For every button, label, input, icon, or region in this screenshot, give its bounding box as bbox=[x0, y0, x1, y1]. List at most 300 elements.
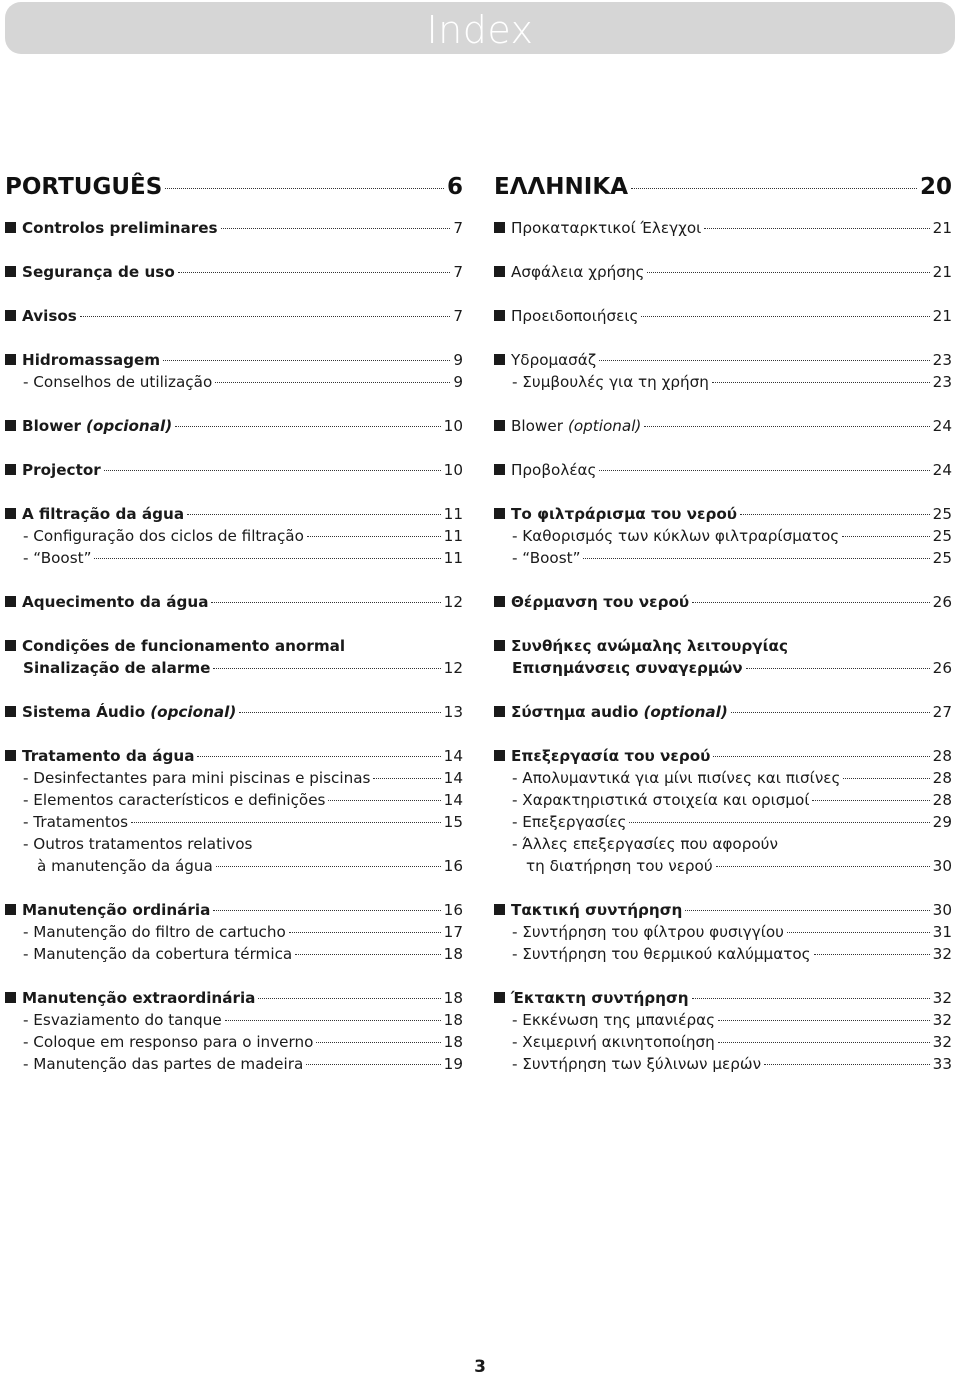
heading-title: ΕΛΛΗΝΙΚΑ bbox=[494, 174, 628, 200]
toc-entry[interactable] bbox=[5, 217, 463, 239]
entry-page: 24 bbox=[932, 461, 952, 479]
entry-title: Έκτακτη συντήρηση bbox=[511, 989, 689, 1007]
entry-page: 21 bbox=[932, 219, 952, 237]
section-gap bbox=[494, 437, 952, 459]
leader-dots bbox=[842, 536, 929, 537]
entry-page: 12 bbox=[443, 659, 463, 677]
entry-title: - Desinfectantes para mini piscinas e piscinas bbox=[23, 769, 371, 787]
leader-dots bbox=[631, 188, 917, 189]
leader-dots bbox=[163, 360, 450, 361]
leader-dots bbox=[787, 932, 930, 933]
square-bullet-icon bbox=[5, 420, 16, 431]
toc-subentry[interactable] bbox=[5, 811, 463, 833]
toc-entry[interactable] bbox=[5, 349, 463, 371]
toc-section bbox=[5, 503, 463, 569]
leader-dots bbox=[211, 602, 440, 603]
leader-dots bbox=[216, 866, 441, 867]
toc-section bbox=[494, 899, 952, 965]
toc-subentry[interactable] bbox=[494, 789, 952, 811]
section-gap bbox=[494, 327, 952, 349]
entry-title: A filtração da água bbox=[22, 505, 185, 523]
toc-section bbox=[5, 415, 463, 437]
entry-title: - Συντήρηση του θερμικού καλύμματος bbox=[512, 945, 811, 963]
square-bullet-icon bbox=[5, 640, 16, 651]
leader-dots bbox=[80, 316, 450, 317]
entry-page: 24 bbox=[932, 417, 952, 435]
entry-title: Τακτική συντήρηση bbox=[511, 901, 683, 919]
toc-entry[interactable] bbox=[494, 217, 952, 239]
entry-title: - Συντήρηση των ξύλινων μερών bbox=[512, 1055, 762, 1073]
section-gap bbox=[494, 481, 952, 503]
entry-page: 15 bbox=[443, 813, 463, 831]
toc-subentry[interactable] bbox=[494, 1031, 952, 1053]
entry-title: Ασφάλεια χρήσης bbox=[511, 263, 645, 281]
toc-subentry[interactable] bbox=[5, 525, 463, 547]
leader-dots bbox=[647, 272, 929, 273]
entry-title: Projector bbox=[22, 461, 101, 479]
entry-page: 16 bbox=[443, 901, 463, 919]
entry-title: Σύστημα audio bbox=[511, 703, 639, 721]
leader-dots bbox=[213, 910, 440, 911]
square-bullet-icon bbox=[494, 706, 505, 717]
heading-page: 20 bbox=[919, 174, 952, 200]
square-bullet-icon bbox=[5, 310, 16, 321]
square-bullet-icon bbox=[5, 464, 16, 475]
square-bullet-icon bbox=[5, 750, 16, 761]
leader-dots bbox=[812, 800, 929, 801]
leader-dots bbox=[692, 998, 930, 999]
entry-page: 26 bbox=[932, 659, 952, 677]
toc-subentry[interactable] bbox=[494, 525, 952, 547]
square-bullet-icon bbox=[494, 904, 505, 915]
greek-index-column bbox=[494, 174, 952, 1075]
leader-dots bbox=[731, 712, 930, 713]
toc-entry[interactable] bbox=[494, 305, 952, 327]
toc-entry[interactable] bbox=[494, 503, 952, 525]
square-bullet-icon bbox=[494, 596, 505, 607]
entry-title: Blower bbox=[22, 417, 82, 435]
toc-subentry[interactable] bbox=[5, 943, 463, 965]
toc-section bbox=[494, 701, 952, 723]
toc-entry[interactable] bbox=[494, 591, 952, 613]
leader-dots bbox=[599, 470, 929, 471]
entry-title: - Manutenção do filtro de cartucho bbox=[23, 923, 286, 941]
entry-page: 7 bbox=[453, 219, 463, 237]
entry-title: Controlos preliminares bbox=[22, 219, 218, 237]
toc-subentry[interactable] bbox=[494, 547, 952, 569]
greek-heading[interactable] bbox=[494, 174, 952, 204]
leader-dots bbox=[306, 1064, 440, 1065]
entry-title: Blower bbox=[511, 417, 563, 435]
entry-title: - “Boost” bbox=[512, 549, 581, 567]
entry-title: - Συμβουλές για τη χρήση bbox=[512, 373, 709, 391]
toc-entry[interactable] bbox=[494, 745, 952, 767]
entry-page: 28 bbox=[932, 747, 952, 765]
leader-dots bbox=[713, 756, 929, 757]
entry-page: 11 bbox=[443, 527, 463, 545]
leader-dots bbox=[692, 602, 930, 603]
toc-section bbox=[5, 349, 463, 393]
leader-dots bbox=[165, 188, 444, 189]
section-gap bbox=[5, 877, 463, 899]
entry-title: - Elementos característicos e definições bbox=[23, 791, 326, 809]
square-bullet-icon bbox=[5, 904, 16, 915]
entry-page: 18 bbox=[443, 945, 463, 963]
toc-entry[interactable] bbox=[5, 261, 463, 283]
entry-page: 7 bbox=[453, 263, 463, 281]
heading-page: 6 bbox=[446, 174, 463, 200]
toc-entry[interactable] bbox=[494, 459, 952, 481]
toc-subentry[interactable] bbox=[494, 811, 952, 833]
leader-dots bbox=[712, 382, 930, 383]
section-gap bbox=[5, 723, 463, 745]
toc-entry[interactable] bbox=[494, 987, 952, 1009]
toc-subentry[interactable] bbox=[5, 833, 463, 855]
entry-page: 33 bbox=[932, 1055, 952, 1073]
entry-title: Υδρομασάζ bbox=[511, 351, 597, 369]
leader-dots bbox=[215, 382, 450, 383]
entry-title: - Συντήρηση του φίλτρου φυσιγγίου bbox=[512, 923, 784, 941]
section-gap bbox=[5, 613, 463, 635]
toc-subentry[interactable] bbox=[5, 1009, 463, 1031]
entry-page: 14 bbox=[443, 791, 463, 809]
toc-entry[interactable] bbox=[494, 657, 952, 679]
square-bullet-icon bbox=[494, 750, 505, 761]
leader-dots bbox=[641, 316, 929, 317]
section-gap bbox=[5, 437, 463, 459]
entry-title: - Χαρακτηριστικά στοιχεία και ορισμοί bbox=[512, 791, 810, 809]
leader-dots bbox=[239, 712, 440, 713]
leader-dots bbox=[94, 558, 440, 559]
square-bullet-icon bbox=[494, 420, 505, 431]
toc-section bbox=[5, 635, 463, 679]
toc-entry[interactable] bbox=[494, 261, 952, 283]
leader-dots bbox=[716, 866, 930, 867]
entry-page: 29 bbox=[932, 813, 952, 831]
entry-page: 10 bbox=[443, 417, 463, 435]
toc-subentry[interactable] bbox=[5, 1031, 463, 1053]
toc-section bbox=[494, 987, 952, 1075]
square-bullet-icon bbox=[494, 508, 505, 519]
square-bullet-icon bbox=[494, 640, 505, 651]
entry-title: - Χειμερινή ακινητοποίηση bbox=[512, 1033, 715, 1051]
entry-title: - Tratamentos bbox=[23, 813, 129, 831]
toc-section bbox=[494, 415, 952, 437]
leader-dots bbox=[187, 514, 441, 515]
toc-entry[interactable] bbox=[5, 415, 463, 437]
toc-entry[interactable] bbox=[494, 349, 952, 371]
section-gap bbox=[5, 569, 463, 591]
toc-entry[interactable] bbox=[494, 635, 952, 657]
toc-entry[interactable] bbox=[494, 415, 952, 437]
portuguese-sections bbox=[5, 217, 463, 1075]
toc-subentry[interactable] bbox=[5, 921, 463, 943]
leader-dots bbox=[197, 756, 440, 757]
entry-page: 32 bbox=[932, 989, 952, 1007]
entry-page: 21 bbox=[932, 263, 952, 281]
entry-title: Sinalização de alarme bbox=[23, 659, 211, 677]
page-number: 3 bbox=[474, 1357, 486, 1377]
portuguese-index-column bbox=[5, 174, 463, 1075]
entry-page: 21 bbox=[932, 307, 952, 325]
entry-page: 7 bbox=[453, 307, 463, 325]
entry-page: 12 bbox=[443, 593, 463, 611]
section-gap bbox=[494, 965, 952, 987]
toc-section bbox=[494, 349, 952, 393]
entry-page: 28 bbox=[932, 791, 952, 809]
index-banner bbox=[5, 2, 955, 54]
toc-entry[interactable] bbox=[5, 305, 463, 327]
entry-page: 9 bbox=[453, 373, 463, 391]
leader-dots bbox=[644, 426, 929, 427]
square-bullet-icon bbox=[494, 464, 505, 475]
leader-dots bbox=[328, 800, 440, 801]
toc-entry[interactable] bbox=[5, 503, 463, 525]
square-bullet-icon bbox=[494, 310, 505, 321]
leader-dots bbox=[764, 1064, 930, 1065]
entry-title: - Outros tratamentos relativos bbox=[23, 835, 253, 853]
toc-section bbox=[494, 217, 952, 239]
leader-dots bbox=[718, 1042, 930, 1043]
entry-title: Επεξεργασία του νερού bbox=[511, 747, 711, 765]
toc-section bbox=[5, 305, 463, 327]
leader-dots bbox=[685, 910, 929, 911]
toc-section bbox=[5, 459, 463, 481]
toc-section bbox=[494, 261, 952, 283]
leader-dots bbox=[316, 1042, 440, 1043]
toc-subentry[interactable] bbox=[5, 547, 463, 569]
toc-subentry[interactable] bbox=[494, 855, 952, 877]
square-bullet-icon bbox=[494, 354, 505, 365]
page-title: Index bbox=[426, 8, 534, 52]
entry-title: - Απολυμαντικά για μίνι πισίνες και πισίνες bbox=[512, 769, 841, 787]
entry-page: 25 bbox=[932, 549, 952, 567]
square-bullet-icon bbox=[494, 222, 505, 233]
toc-section bbox=[494, 503, 952, 569]
square-bullet-icon bbox=[5, 222, 16, 233]
square-bullet-icon bbox=[494, 992, 505, 1003]
leader-dots bbox=[221, 228, 451, 229]
toc-section bbox=[494, 459, 952, 481]
entry-page: 14 bbox=[443, 747, 463, 765]
entry-page: 11 bbox=[443, 505, 463, 523]
entry-page: 25 bbox=[932, 505, 952, 523]
toc-subentry[interactable] bbox=[5, 789, 463, 811]
toc-subentry[interactable] bbox=[494, 1009, 952, 1031]
section-gap bbox=[494, 679, 952, 701]
entry-page: 10 bbox=[443, 461, 463, 479]
leader-dots bbox=[104, 470, 441, 471]
section-gap bbox=[5, 239, 463, 261]
leader-dots bbox=[843, 778, 929, 779]
leader-dots bbox=[258, 998, 440, 999]
square-bullet-icon bbox=[5, 354, 16, 365]
section-gap bbox=[494, 877, 952, 899]
entry-page: 14 bbox=[443, 769, 463, 787]
entry-suffix: (optional) bbox=[643, 703, 728, 721]
entry-title: - Εκκένωση της μπανιέρας bbox=[512, 1011, 716, 1029]
entry-title: Θέρμανση του νερού bbox=[511, 593, 690, 611]
entry-title: - Esvaziamento do tanque bbox=[23, 1011, 222, 1029]
entry-title: - Manutenção da cobertura térmica bbox=[23, 945, 293, 963]
entry-title: Hidromassagem bbox=[22, 351, 161, 369]
leader-dots bbox=[814, 954, 930, 955]
toc-entry[interactable] bbox=[5, 745, 463, 767]
entry-page: 25 bbox=[932, 527, 952, 545]
leader-dots bbox=[718, 1020, 930, 1021]
section-gap bbox=[5, 393, 463, 415]
square-bullet-icon bbox=[494, 266, 505, 277]
section-gap bbox=[5, 283, 463, 305]
entry-title: Manutenção extraordinária bbox=[22, 989, 256, 1007]
entry-page: 18 bbox=[443, 1011, 463, 1029]
leader-dots bbox=[175, 426, 441, 427]
entry-title: - Configuração dos ciclos de filtração bbox=[23, 527, 304, 545]
leader-dots bbox=[295, 954, 440, 955]
toc-entry[interactable] bbox=[494, 701, 952, 723]
entry-suffix: (opcional) bbox=[150, 703, 237, 721]
square-bullet-icon bbox=[5, 706, 16, 717]
toc-subentry[interactable] bbox=[5, 767, 463, 789]
entry-title: - Manutenção das partes de madeira bbox=[23, 1055, 304, 1073]
entry-title: Προειδοποιήσεις bbox=[511, 307, 639, 325]
entry-page: 13 bbox=[443, 703, 463, 721]
entry-title: Manutenção ordinária bbox=[22, 901, 211, 919]
section-gap bbox=[494, 239, 952, 261]
toc-subentry[interactable] bbox=[494, 767, 952, 789]
entry-page: 27 bbox=[932, 703, 952, 721]
entry-title: Avisos bbox=[22, 307, 77, 325]
entry-title: Sistema Áudio bbox=[22, 703, 146, 721]
toc-section bbox=[494, 745, 952, 877]
square-bullet-icon bbox=[5, 992, 16, 1003]
toc-entry[interactable] bbox=[5, 701, 463, 723]
section-gap bbox=[494, 283, 952, 305]
entry-page: 17 bbox=[443, 923, 463, 941]
toc-entry[interactable] bbox=[5, 987, 463, 1009]
leader-dots bbox=[307, 536, 441, 537]
section-gap bbox=[5, 327, 463, 349]
greek-sections bbox=[494, 217, 952, 1075]
entry-page: 23 bbox=[932, 351, 952, 369]
leader-dots bbox=[740, 514, 930, 515]
leader-dots bbox=[629, 822, 929, 823]
toc-subentry[interactable] bbox=[5, 855, 463, 877]
portuguese-heading[interactable] bbox=[5, 174, 463, 204]
entry-page: 30 bbox=[932, 901, 952, 919]
entry-page: 28 bbox=[932, 769, 952, 787]
toc-section bbox=[5, 701, 463, 723]
section-gap bbox=[5, 965, 463, 987]
entry-title: Προβολέας bbox=[511, 461, 597, 479]
entry-suffix: (optional) bbox=[567, 417, 642, 435]
entry-title: - Καθορισμός των κύκλων φιλτραρίσματος bbox=[512, 527, 840, 545]
entry-title: - “Boost” bbox=[23, 549, 92, 567]
entry-title: - Conselhos de utilização bbox=[23, 373, 213, 391]
toc-entry[interactable] bbox=[5, 459, 463, 481]
toc-section bbox=[5, 745, 463, 877]
entry-page: 19 bbox=[443, 1055, 463, 1073]
entry-suffix: (opcional) bbox=[86, 417, 173, 435]
section-gap bbox=[494, 569, 952, 591]
entry-title: Tratamento da água bbox=[22, 747, 195, 765]
section-gap bbox=[494, 393, 952, 415]
entry-title: - Επεξεργασίες bbox=[512, 813, 627, 831]
toc-subentry[interactable] bbox=[494, 943, 952, 965]
toc-section bbox=[494, 305, 952, 327]
entry-page: 16 bbox=[443, 857, 463, 875]
entry-page: 30 bbox=[932, 857, 952, 875]
toc-section bbox=[494, 635, 952, 679]
leader-dots bbox=[704, 228, 929, 229]
toc-section bbox=[5, 591, 463, 613]
square-bullet-icon bbox=[5, 266, 16, 277]
entry-page: 32 bbox=[932, 1011, 952, 1029]
entry-page: 9 bbox=[453, 351, 463, 369]
entry-title: - Coloque em responso para o inverno bbox=[23, 1033, 314, 1051]
section-gap bbox=[494, 723, 952, 745]
toc-subentry[interactable] bbox=[5, 371, 463, 393]
square-bullet-icon bbox=[5, 596, 16, 607]
toc-section bbox=[5, 217, 463, 239]
leader-dots bbox=[746, 668, 930, 669]
entry-page: 18 bbox=[443, 989, 463, 1007]
entry-page: 32 bbox=[932, 1033, 952, 1051]
leader-dots bbox=[178, 272, 451, 273]
toc-section bbox=[5, 261, 463, 283]
entry-title: Επισημάνσεις συναγερμών bbox=[512, 659, 743, 677]
entry-title: à manutenção da água bbox=[37, 857, 213, 875]
toc-subentry[interactable] bbox=[494, 1053, 952, 1075]
section-gap bbox=[494, 613, 952, 635]
entry-page: 31 bbox=[932, 923, 952, 941]
entry-page: 26 bbox=[932, 593, 952, 611]
toc-entry[interactable] bbox=[5, 635, 463, 657]
leader-dots bbox=[225, 1020, 441, 1021]
entry-page: 32 bbox=[932, 945, 952, 963]
toc-entry[interactable] bbox=[5, 899, 463, 921]
toc-section bbox=[5, 987, 463, 1075]
entry-title: Aquecimento da água bbox=[22, 593, 209, 611]
toc-entry[interactable] bbox=[5, 591, 463, 613]
entry-title: - Άλλες επεξεργασίες που αφορούν bbox=[512, 835, 778, 853]
entry-title: Segurança de uso bbox=[22, 263, 175, 281]
leader-dots bbox=[213, 668, 440, 669]
entry-title: Προκαταρκτικοί Έλεγχοι bbox=[511, 219, 702, 237]
section-gap bbox=[5, 679, 463, 701]
entry-title: Το φιλτράρισμα του νερού bbox=[511, 505, 738, 523]
toc-subentry[interactable] bbox=[5, 1053, 463, 1075]
entry-page: 11 bbox=[443, 549, 463, 567]
entry-page: 23 bbox=[932, 373, 952, 391]
toc-subentry[interactable] bbox=[494, 833, 952, 855]
entry-title: Συνθήκες ανώμαλης λειτουργίας bbox=[511, 637, 788, 655]
toc-entry[interactable] bbox=[5, 657, 463, 679]
leader-dots bbox=[599, 360, 930, 361]
square-bullet-icon bbox=[5, 508, 16, 519]
toc-section bbox=[5, 899, 463, 965]
toc-section bbox=[494, 591, 952, 613]
toc-subentry[interactable] bbox=[494, 921, 952, 943]
entry-page: 18 bbox=[443, 1033, 463, 1051]
leader-dots bbox=[289, 932, 441, 933]
toc-entry[interactable] bbox=[494, 899, 952, 921]
leader-dots bbox=[583, 558, 929, 559]
leader-dots bbox=[373, 778, 440, 779]
leader-dots bbox=[131, 822, 441, 823]
heading-title: PORTUGUÊS bbox=[5, 174, 163, 200]
toc-subentry[interactable] bbox=[494, 371, 952, 393]
